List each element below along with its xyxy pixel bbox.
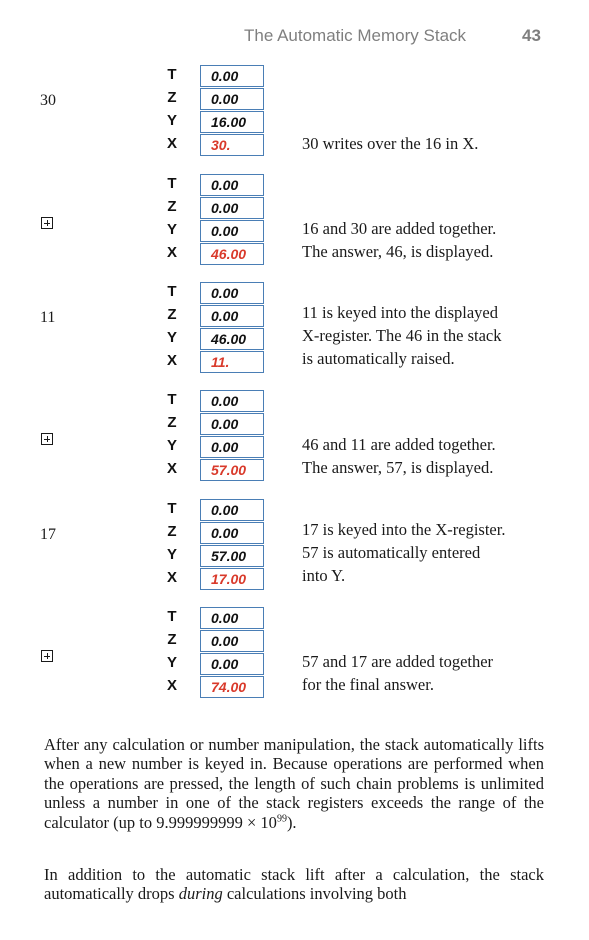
register-box-y	[200, 545, 264, 567]
register-value-z: 0.00	[211, 200, 239, 216]
step-note	[302, 518, 572, 587]
stack-step	[0, 173, 589, 273]
register-box-y	[200, 436, 264, 458]
register-box-y	[200, 653, 264, 675]
step-note-line: for the final answer.	[302, 675, 434, 694]
register-value-x: 46.00	[211, 246, 247, 262]
register-label-x: X	[166, 244, 177, 261]
step-note	[302, 301, 572, 370]
register-value-y: 57.00	[211, 548, 247, 564]
register-label-y: Y	[166, 546, 177, 563]
stack-step	[0, 498, 589, 598]
step-note	[302, 650, 572, 696]
plus-key-icon	[41, 433, 53, 445]
register-box-z	[200, 305, 264, 327]
register-value-t: 0.00	[211, 610, 239, 626]
step-note-line: into Y.	[302, 566, 346, 585]
register-label-t: T	[167, 608, 177, 625]
register-label-y: Y	[166, 329, 177, 346]
register-label-z: Z	[167, 89, 177, 106]
register-box-x	[200, 459, 264, 481]
paragraph-2-end: calculations involving both	[222, 884, 407, 904]
body-paragraph-1	[44, 735, 544, 832]
paragraph-2-text: In addition to the automatic stack lift after a calculation, the stack automatically drops	[44, 865, 544, 904]
register-box-z	[200, 630, 264, 652]
register-label-y: Y	[166, 437, 177, 454]
register-box-t	[200, 282, 264, 304]
register-label-t: T	[167, 500, 177, 517]
register-box-t	[200, 390, 264, 412]
stack-step	[0, 606, 589, 706]
register-box-t	[200, 499, 264, 521]
register-label-x: X	[166, 569, 177, 586]
stack-step	[0, 281, 589, 381]
register-box-z	[200, 197, 264, 219]
register-value-z: 0.00	[211, 91, 239, 107]
register-label-z: Z	[167, 523, 177, 540]
register-box-x	[200, 351, 264, 373]
page-header	[0, 26, 589, 50]
register-box-t	[200, 174, 264, 196]
register-value-t: 0.00	[211, 177, 239, 193]
register-value-y: 0.00	[211, 223, 239, 239]
register-box-y	[200, 328, 264, 350]
keyed-number: 11	[40, 309, 56, 326]
register-box-z	[200, 522, 264, 544]
step-note	[302, 132, 572, 155]
register-label-t: T	[167, 391, 177, 408]
register-label-t: T	[167, 175, 177, 192]
register-label-z: Z	[167, 414, 177, 431]
register-box-z	[200, 413, 264, 435]
register-value-t: 0.00	[211, 393, 239, 409]
page-number: 43	[522, 26, 541, 45]
register-label-x: X	[166, 677, 177, 694]
register-label-x: X	[166, 135, 177, 152]
step-note	[302, 217, 572, 263]
register-value-y: 0.00	[211, 656, 239, 672]
register-label-z: Z	[167, 631, 177, 648]
step-note-line: 57 is automatically entered	[302, 543, 481, 562]
keyed-number: 30	[40, 92, 56, 109]
register-label-x: X	[166, 460, 177, 477]
register-box-x	[200, 243, 264, 265]
register-label-z: Z	[167, 306, 177, 323]
register-value-y: 16.00	[211, 114, 247, 130]
step-note-line: 17 is keyed into the X-register.	[302, 520, 506, 539]
paragraph-1-text: After any calculation or number manipulation, the stack automatically lifts when a new number is keyed in. Because operations are performed when the operations are pressed, the length of such chain problems is unlimited unless a number in one of the stack registers exceeds the range of the calculator (up to 9.999999999 × 10	[44, 735, 544, 832]
register-value-z: 0.00	[211, 308, 239, 324]
register-box-t	[200, 607, 264, 629]
register-label-x: X	[166, 352, 177, 369]
register-box-x	[200, 134, 264, 156]
register-label-z: Z	[167, 198, 177, 215]
page-title: The Automatic Memory Stack	[244, 26, 467, 45]
register-value-x: 11.	[211, 354, 230, 370]
register-value-y: 0.00	[211, 439, 239, 455]
keyed-number: 17	[40, 526, 56, 543]
paragraph-2-emphasis: during	[178, 884, 223, 904]
register-label-y: Y	[166, 654, 177, 671]
step-note-line: 46 and 11 are added together.	[302, 435, 496, 454]
register-box-x	[200, 568, 264, 590]
register-value-x: 17.00	[211, 571, 247, 587]
step-note-line: 11 is keyed into the displayed	[302, 303, 498, 322]
step-note-line: The answer, 57, is displayed.	[302, 458, 494, 477]
register-label-t: T	[167, 283, 177, 300]
register-value-t: 0.00	[211, 285, 239, 301]
register-value-x: 74.00	[211, 679, 247, 695]
register-value-t: 0.00	[211, 68, 239, 84]
plus-key-icon	[41, 217, 53, 229]
register-value-x: 57.00	[211, 462, 247, 478]
step-note-line: 30 writes over the 16 in X.	[302, 134, 479, 153]
register-value-y: 46.00	[211, 331, 247, 347]
step-note	[302, 433, 572, 479]
stack-step	[0, 64, 589, 164]
stack-step	[0, 389, 589, 489]
register-value-z: 0.00	[211, 416, 239, 432]
register-box-y	[200, 220, 264, 242]
step-note-line: 16 and 30 are added together.	[302, 219, 497, 238]
register-label-y: Y	[166, 112, 177, 129]
register-value-t: 0.00	[211, 502, 239, 518]
register-box-x	[200, 676, 264, 698]
step-note-line: 57 and 17 are added together	[302, 652, 494, 671]
register-label-y: Y	[166, 221, 177, 238]
register-box-z	[200, 88, 264, 110]
register-value-z: 0.00	[211, 525, 239, 541]
register-box-y	[200, 111, 264, 133]
step-note-line: X-register. The 46 in the stack	[302, 326, 502, 345]
register-label-t: T	[167, 66, 177, 83]
paragraph-1-exponent: 99	[276, 813, 287, 825]
plus-key-icon	[41, 650, 53, 662]
step-note-line: is automatically raised.	[302, 349, 455, 368]
register-value-z: 0.00	[211, 633, 239, 649]
register-value-x: 30.	[211, 137, 231, 153]
paragraph-1-end: ).	[286, 812, 297, 832]
body-paragraph-2	[44, 865, 544, 904]
register-box-t	[200, 65, 264, 87]
step-note-line: The answer, 46, is displayed.	[302, 242, 494, 261]
